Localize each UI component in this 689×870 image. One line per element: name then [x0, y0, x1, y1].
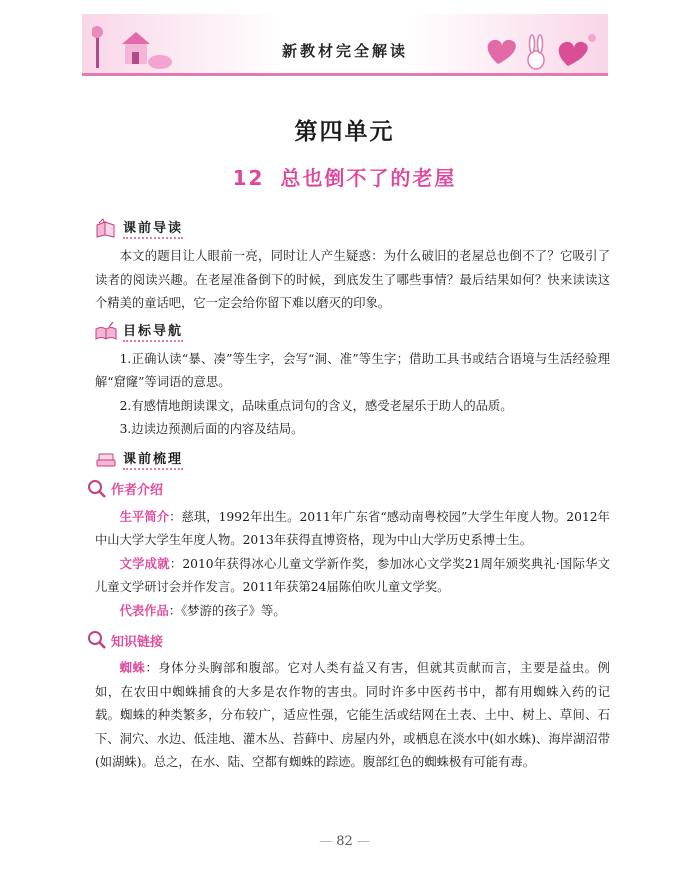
unit-title: 第四单元 — [294, 118, 395, 145]
author-label: 作者介绍 — [111, 483, 164, 498]
magnifier-icon — [87, 479, 107, 499]
author-bio — [95, 506, 610, 553]
section-review-label: 课前梳理 — [123, 448, 183, 470]
lesson-number: 12 — [232, 166, 265, 190]
section-intro-heading — [95, 215, 610, 241]
knowledge-paragraph — [95, 657, 610, 775]
knowledge-term: 蜘蛛 — [119, 661, 146, 675]
header-title: 新教材完全解读 — [281, 42, 408, 60]
footer-dash-right: — — [352, 834, 370, 849]
stacked-books-icon — [95, 448, 117, 470]
section-intro-label: 课前导读 — [123, 217, 183, 239]
section-goals-label: 目标导航 — [123, 320, 183, 342]
bio-term: 生平简介 — [119, 509, 170, 524]
intro-paragraph: 本文的题目让人眼前一亮，同时让人产生疑惑：为什么破旧的老屋总也倒不了？它吸引了读者的阅读兴趣。在老屋准备倒下的时候，到底发生了哪些事情？最后结果如何？快来读读这个精美的童话吧，它一定会给你留下难以磨灭的印象。 — [95, 249, 610, 310]
magnifier-icon — [87, 630, 107, 650]
book-icon — [95, 217, 117, 239]
footer-dash-left: — — [319, 834, 337, 849]
page-footer — [0, 834, 689, 849]
achievement-text: ：2010年获得冰心儿童文学新作奖，参加冰心文学奖21周年颁奖典礼·国际华文儿童文学研讨会并作发言。2011年获第24届陈伯吹儿童文学奖。 — [95, 556, 610, 594]
lesson-name: 总也倒不了的老屋 — [280, 166, 457, 190]
open-book-icon — [95, 320, 117, 342]
goal-item: 2.有感情地朗读课文，品味重点词句的含义，感受老屋乐于助人的品质。 — [119, 398, 513, 413]
goal-item: 3.边读边预测后面的内容及结局。 — [119, 422, 304, 436]
knowledge-label: 知识链接 — [111, 634, 164, 650]
hearts-bunny-illustration-icon — [478, 24, 598, 72]
works-text: ：《梦游的孩子》等。 — [168, 603, 286, 618]
page-content — [95, 213, 610, 775]
author-achievement — [95, 553, 610, 600]
author-works — [95, 600, 610, 624]
bio-text: ：慈琪，1992年出生。2011年广东省“感动南粤校园”大学生年度人物。2012年中山大学大学生年度人物。2013年获得直博资格，现为中山大学历史系博士生。 — [95, 509, 610, 547]
lesson-title — [0, 162, 689, 191]
knowledge-text: ：身体分头胸部和腹部。它对人类有益又有害，但就其贡献而言，主要是益虫。例如，在农田中蜘蛛捕食的大多是农作物的害虫。同时许多中医药书中，都有用蜘蛛入药的记载。蜘蛛的种类繁多，分布较广，适应性强，它能生活或结网在土表、土中、树上、草间、石下、洞穴、水边、低洼地、灌木丛、苔藓中、房屋内外，或栖息在淡水中(如水蛛)、海岸湖沼带(如湖蛛)。总之，在水、陆、空都有蜘蛛的踪迹。腹部红色的蜘蛛极有可能有毒。 — [95, 661, 610, 769]
knowledge-heading — [87, 627, 610, 653]
page-number: 82 — [336, 834, 353, 849]
author-heading — [87, 476, 610, 502]
works-term: 代表作品 — [119, 603, 169, 618]
section-review-heading — [95, 446, 610, 472]
header-banner — [82, 14, 608, 76]
achievement-term: 文学成就 — [119, 556, 170, 571]
section-goals-heading — [95, 318, 610, 344]
goal-item: 1.正确认读“暴、凑”等生字，会写“洞、准”等生字；借助工具书或结合语境与生活经验理解“窟窿”等词语的意思。 — [95, 351, 610, 389]
